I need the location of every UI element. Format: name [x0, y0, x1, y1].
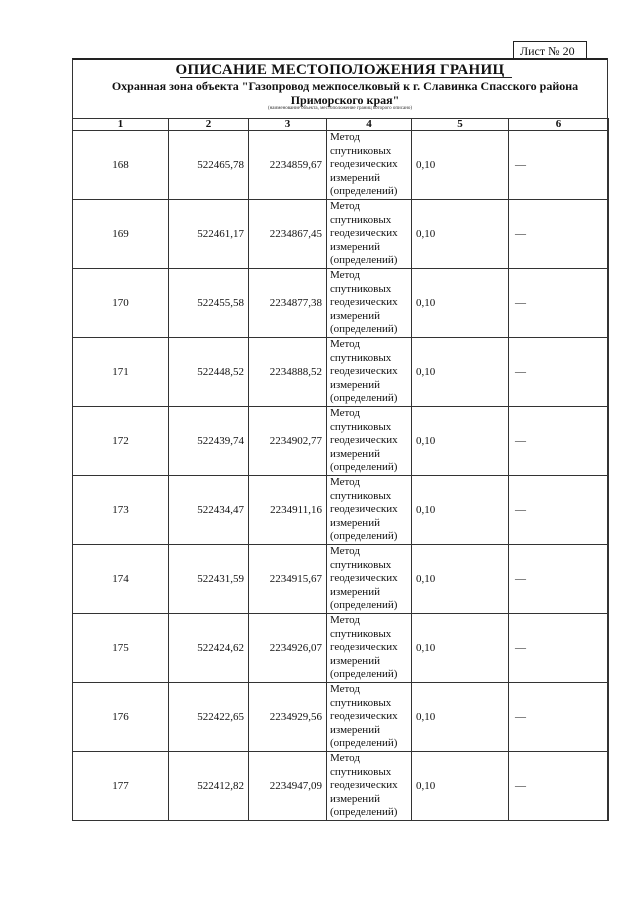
table-row — [73, 200, 609, 269]
method-cell: Метод спутниковых геодезических измерений (определений) — [327, 269, 412, 338]
note-cell: — — [509, 476, 609, 545]
column-header: 2 — [169, 119, 249, 131]
document-title: ОПИСАНИЕ МЕСТОПОЛОЖЕНИЯ ГРАНИЦ — [72, 62, 608, 79]
point-number-cell: 174 — [73, 545, 169, 614]
note-cell: — — [509, 545, 609, 614]
precision-cell: 0,10 — [412, 752, 509, 821]
title-caption: (наименование объекта, местоположение границ которого описано) — [267, 106, 413, 111]
table-header-row — [73, 119, 609, 131]
coordinate-x-cell: 522455,58 — [169, 269, 249, 338]
precision-cell: 0,10 — [412, 476, 509, 545]
coordinate-y-cell: 2234867,45 — [249, 200, 327, 269]
precision-cell: 0,10 — [412, 407, 509, 476]
table-row — [73, 614, 609, 683]
coordinate-x-cell: 522448,52 — [169, 338, 249, 407]
note-cell: — — [509, 683, 609, 752]
coordinate-x-cell: 522431,59 — [169, 545, 249, 614]
precision-cell: 0,10 — [412, 338, 509, 407]
column-header: 4 — [327, 119, 412, 131]
precision-cell: 0,10 — [412, 200, 509, 269]
table-row — [73, 476, 609, 545]
table-row — [73, 338, 609, 407]
method-cell: Метод спутниковых геодезических измерений (определений) — [327, 683, 412, 752]
coordinate-y-cell: 2234911,16 — [249, 476, 327, 545]
precision-cell: 0,10 — [412, 545, 509, 614]
note-cell: — — [509, 338, 609, 407]
note-cell: — — [509, 407, 609, 476]
document-subtitle — [92, 79, 598, 107]
point-number-cell: 171 — [73, 338, 169, 407]
note-cell: — — [509, 752, 609, 821]
point-number-cell: 170 — [73, 269, 169, 338]
method-cell: Метод спутниковых геодезических измерений (определений) — [327, 407, 412, 476]
point-number-cell: 172 — [73, 407, 169, 476]
column-header: 6 — [509, 119, 609, 131]
method-cell: Метод спутниковых геодезических измерений (определений) — [327, 131, 412, 200]
note-cell: — — [509, 614, 609, 683]
subtitle-line-1: Охранная зона объекта "Газопровод межпоселковый к г. Славинка Спасского района — [111, 79, 579, 93]
point-number-cell: 168 — [73, 131, 169, 200]
coordinate-x-cell: 522434,47 — [169, 476, 249, 545]
coordinate-y-cell: 2234877,38 — [249, 269, 327, 338]
table-row — [73, 545, 609, 614]
method-cell: Метод спутниковых геодезических измерений (определений) — [327, 338, 412, 407]
coordinate-x-cell: 522412,82 — [169, 752, 249, 821]
sheet-number: Лист № 20 — [513, 41, 587, 59]
table-row — [73, 752, 609, 821]
boundary-points-table — [72, 118, 609, 821]
coordinate-x-cell: 522461,17 — [169, 200, 249, 269]
coordinate-y-cell: 2234929,56 — [249, 683, 327, 752]
subtitle-line-2: Приморского края" — [290, 93, 400, 107]
coordinate-y-cell: 2234859,67 — [249, 131, 327, 200]
precision-cell: 0,10 — [412, 614, 509, 683]
note-cell: — — [509, 131, 609, 200]
coordinate-x-cell: 522439,74 — [169, 407, 249, 476]
precision-cell: 0,10 — [412, 131, 509, 200]
point-number-cell: 176 — [73, 683, 169, 752]
method-cell: Метод спутниковых геодезических измерений (определений) — [327, 614, 412, 683]
table-row — [73, 131, 609, 200]
table-row — [73, 269, 609, 338]
precision-cell: 0,10 — [412, 683, 509, 752]
coordinate-y-cell: 2234888,52 — [249, 338, 327, 407]
method-cell: Метод спутниковых геодезических измерений (определений) — [327, 752, 412, 821]
coordinate-y-cell: 2234926,07 — [249, 614, 327, 683]
point-number-cell: 175 — [73, 614, 169, 683]
note-cell: — — [509, 269, 609, 338]
point-number-cell: 177 — [73, 752, 169, 821]
coordinate-x-cell: 522422,65 — [169, 683, 249, 752]
point-number-cell: 173 — [73, 476, 169, 545]
column-header: 3 — [249, 119, 327, 131]
precision-cell: 0,10 — [412, 269, 509, 338]
method-cell: Метод спутниковых геодезических измерений (определений) — [327, 545, 412, 614]
point-number-cell: 169 — [73, 200, 169, 269]
method-cell: Метод спутниковых геодезических измерений (определений) — [327, 200, 412, 269]
method-cell: Метод спутниковых геодезических измерений (определений) — [327, 476, 412, 545]
column-header: 1 — [73, 119, 169, 131]
table-row — [73, 683, 609, 752]
note-cell: — — [509, 200, 609, 269]
coordinate-x-cell: 522424,62 — [169, 614, 249, 683]
coordinate-y-cell: 2234947,09 — [249, 752, 327, 821]
coordinate-y-cell: 2234915,67 — [249, 545, 327, 614]
column-header: 5 — [412, 119, 509, 131]
coordinate-y-cell: 2234902,77 — [249, 407, 327, 476]
table-row — [73, 407, 609, 476]
coordinate-x-cell: 522465,78 — [169, 131, 249, 200]
